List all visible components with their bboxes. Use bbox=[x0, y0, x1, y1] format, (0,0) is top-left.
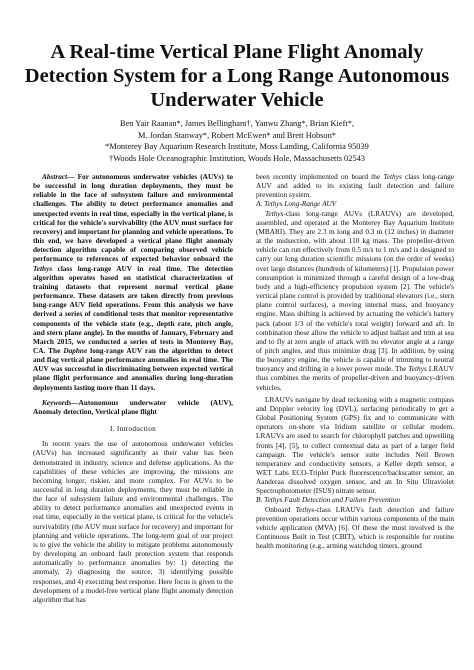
intro-paragraph: In recent years the use of autonomous underwater vehicles (AUVs) has increased significantly as their value has been demonstrated in industry, science and defense applications. As the capabilities of these vehicles are improving, the missions are becoming longer, riskier, and more complex. For AUVs to be successful in long duration deployments, they must be reliable in the face of subsystem failure and environmental challenges. The ability to detect performance anomalies and unexpected events in real time, especially in the vertical plane, is critical for the vehicle's survivability (the AUV must surface for recovery) and important for planning and vehicle operations. The long-term goal of our project is to give the vehicle the ability to mitigate problems autonomously by developing an onboard fault protection system that responds automatically to performance anomalies by: 1) detecting the anomaly, 2) diagnosing the source, 3) identifying possible responses, and 4) executing best response. Here focus is given to the development of a model-free vertical plane flight anomaly detection algorithm that has bbox=[33, 439, 234, 604]
text-run-tethys: Tethys bbox=[408, 364, 427, 374]
affiliation-2: †Woods Hole Oceanographic Institution, Woods Hole, Massachusetts 02543 bbox=[109, 153, 365, 163]
text-run: -class long-range AUVs (LRAUVs) are developed, assembled, and operated at the Monterey Bay Aquarium Institute (MBARI). They are 2.3 m long and 0.3 m (12 inches) in diameter at the midsection, with about 110 kg mass. The propeller-driven vehicle can run effectively from 0.5 m/s to 1 m/s and is designed to carry out long duration scientific missions (on the order of weeks) over large distances (hundreds of kilometers) [1]. Propulsion power consumption is minimized through a careful design of a low-drag body and a high-efficiency propulsion system [2]. The vehicle's vertical plane control is provided by traditional elevators (i.e., stern plane control surfaces), a moving internal mass, and buoyancy engine. Mass shifting is achieved by actuating the vehicle's battery pack (about 1/3 of the vehicle's total weight) forward and aft. In combination these allow the vehicle to adjust ballast and trim at sea and to fly at zero angle of attack with no elevator angle at a range of pitch angles, and thus minimize drag [3]. In addition, by using the buoyancy engine, the vehicle is capable of trimming to neutral buoyancy and drifting in a lower power mode. The bbox=[256, 208, 454, 374]
abstract-text-3: long-range AUV ran the algorithm to detect and flag vertical plane performance anomalies in real time. The AUV was successful in discriminating between expected vertical plane flight performance and anomalies during long-duration deployments lasting more than 11 days. bbox=[33, 345, 233, 392]
section-heading-introduction: I. Introduction bbox=[109, 425, 157, 434]
subsection-b-paragraph-1 bbox=[256, 505, 454, 551]
author-line-2: M. Jordan Stanway*, Robert McEwen* and Brett Hobson* bbox=[138, 130, 336, 140]
keywords-text: —Autonomous underwater vehicle (AUV), Anomaly detection, Vertical plane flight bbox=[33, 397, 233, 416]
text-run: LRAUV thus combines the merits of propeller-driven and buoyancy-driven vehicles. bbox=[256, 364, 454, 392]
text-run: class long-range AUV and added to its existing fault detection and failure prevention system. bbox=[256, 172, 454, 200]
text-run-tethys: Tethys bbox=[295, 504, 315, 514]
author-line-1: Ben Yair Raanan*, James Bellingham†, Yanwu Zhang*, Brian Kieft*, bbox=[119, 119, 354, 128]
subsection-a-paragraph-2: LRAUVs navigate by dead reckoning with a magnetic compass and Doppler velocity log (DVL), surfacing periodically to get a Global Positioning System (GPS) fix and to communicate with operators on-shore via Iridium satellite or cellular modem. LRAUVs are used to search for chlorophyll patches and upwelling fronts [4], [5], to collect contextual data as part of a larger field campaign. The vehicle's sensor suite includes Neil Brown temperature and conductivity sensors, a Keller depth sensor, a WET Labs ECO-Triplet Puck fluorescence/backscatter sensor, an Aanderaa dissolved oxygen sensor, and an In Situ Ultraviolet Spectrophotometer (ISUS) nitrate sensor. bbox=[256, 394, 454, 496]
abstract-text-1: — For autonomous underwater vehicles (AUVs) to be successful in long duration deployments, they must be reliable in the face of subsystem failure and environmental challenges. The ability to detect performance anomalies and unexpected events in real time, especially in the vertical plane, is critical for the vehicle's survivability (the AUV must surface for recovery) and important for planning and vehicle operations. To this end, we have developed a vertical plane flight anomaly detection algorithm capable of comparing observed vehicle performance to references of expected behavior onboard the bbox=[33, 172, 233, 264]
text-run: Onboard bbox=[265, 504, 296, 514]
keywords bbox=[33, 398, 233, 416]
subsection-heading-b: B. Tethys Fault Detection and Failure Prevention bbox=[256, 495, 401, 505]
abstract-label: Abstract bbox=[42, 172, 68, 181]
abstract-tethys: Tethys bbox=[33, 263, 53, 273]
intro-continuation bbox=[256, 172, 454, 199]
abstract-daphne: Daphne bbox=[63, 345, 88, 355]
right-column bbox=[256, 172, 454, 550]
paper-title: A Real-time Vertical Plane Flight Anomaly Detection System for a Long Range Autonomous Underwater Vehicle bbox=[24, 41, 450, 111]
keywords-label: Keywords bbox=[42, 397, 72, 407]
subsection-heading-a: A. Tethys Long-Range AUV bbox=[256, 199, 337, 209]
text-run: -class LRAUVs fault detection and failure prevention operations occur within various components of the main vehicle application (MVA) [6]. Of these the most involved is the Continuous Built in Test (CBIT), which is responsible for routine health monitoring (e.g., arming watchdog timers, ground bbox=[256, 504, 454, 551]
author-block bbox=[30, 118, 444, 164]
left-column bbox=[33, 172, 233, 604]
text-run-tethys: Tethys bbox=[383, 172, 402, 181]
subsection-a-paragraph-1 bbox=[256, 209, 454, 392]
text-run: been recently implemented on board the bbox=[256, 172, 384, 181]
text-run-tethys: Tethys bbox=[265, 208, 284, 218]
affiliation-1: *Monterey Bay Aquarium Research Institute, Moss Landing, California 95039 bbox=[105, 142, 369, 151]
abstract-text-2: class long-range AUV in real time. The detection algorithm operates based on statistical characterization of training datasets that represent normal vertical plane performance. These datasets are taken directly from previous long-range AUV field operations. From this analysis we have derived a series of conditional tests that monitor representative components of the vehicle state (e.g., depth rate, pitch angle, and stern plane angle). In the months of January, February and March 2015, we conducted a series of tests in Monterey Bay, CA. The bbox=[33, 263, 233, 355]
abstract bbox=[33, 172, 233, 392]
